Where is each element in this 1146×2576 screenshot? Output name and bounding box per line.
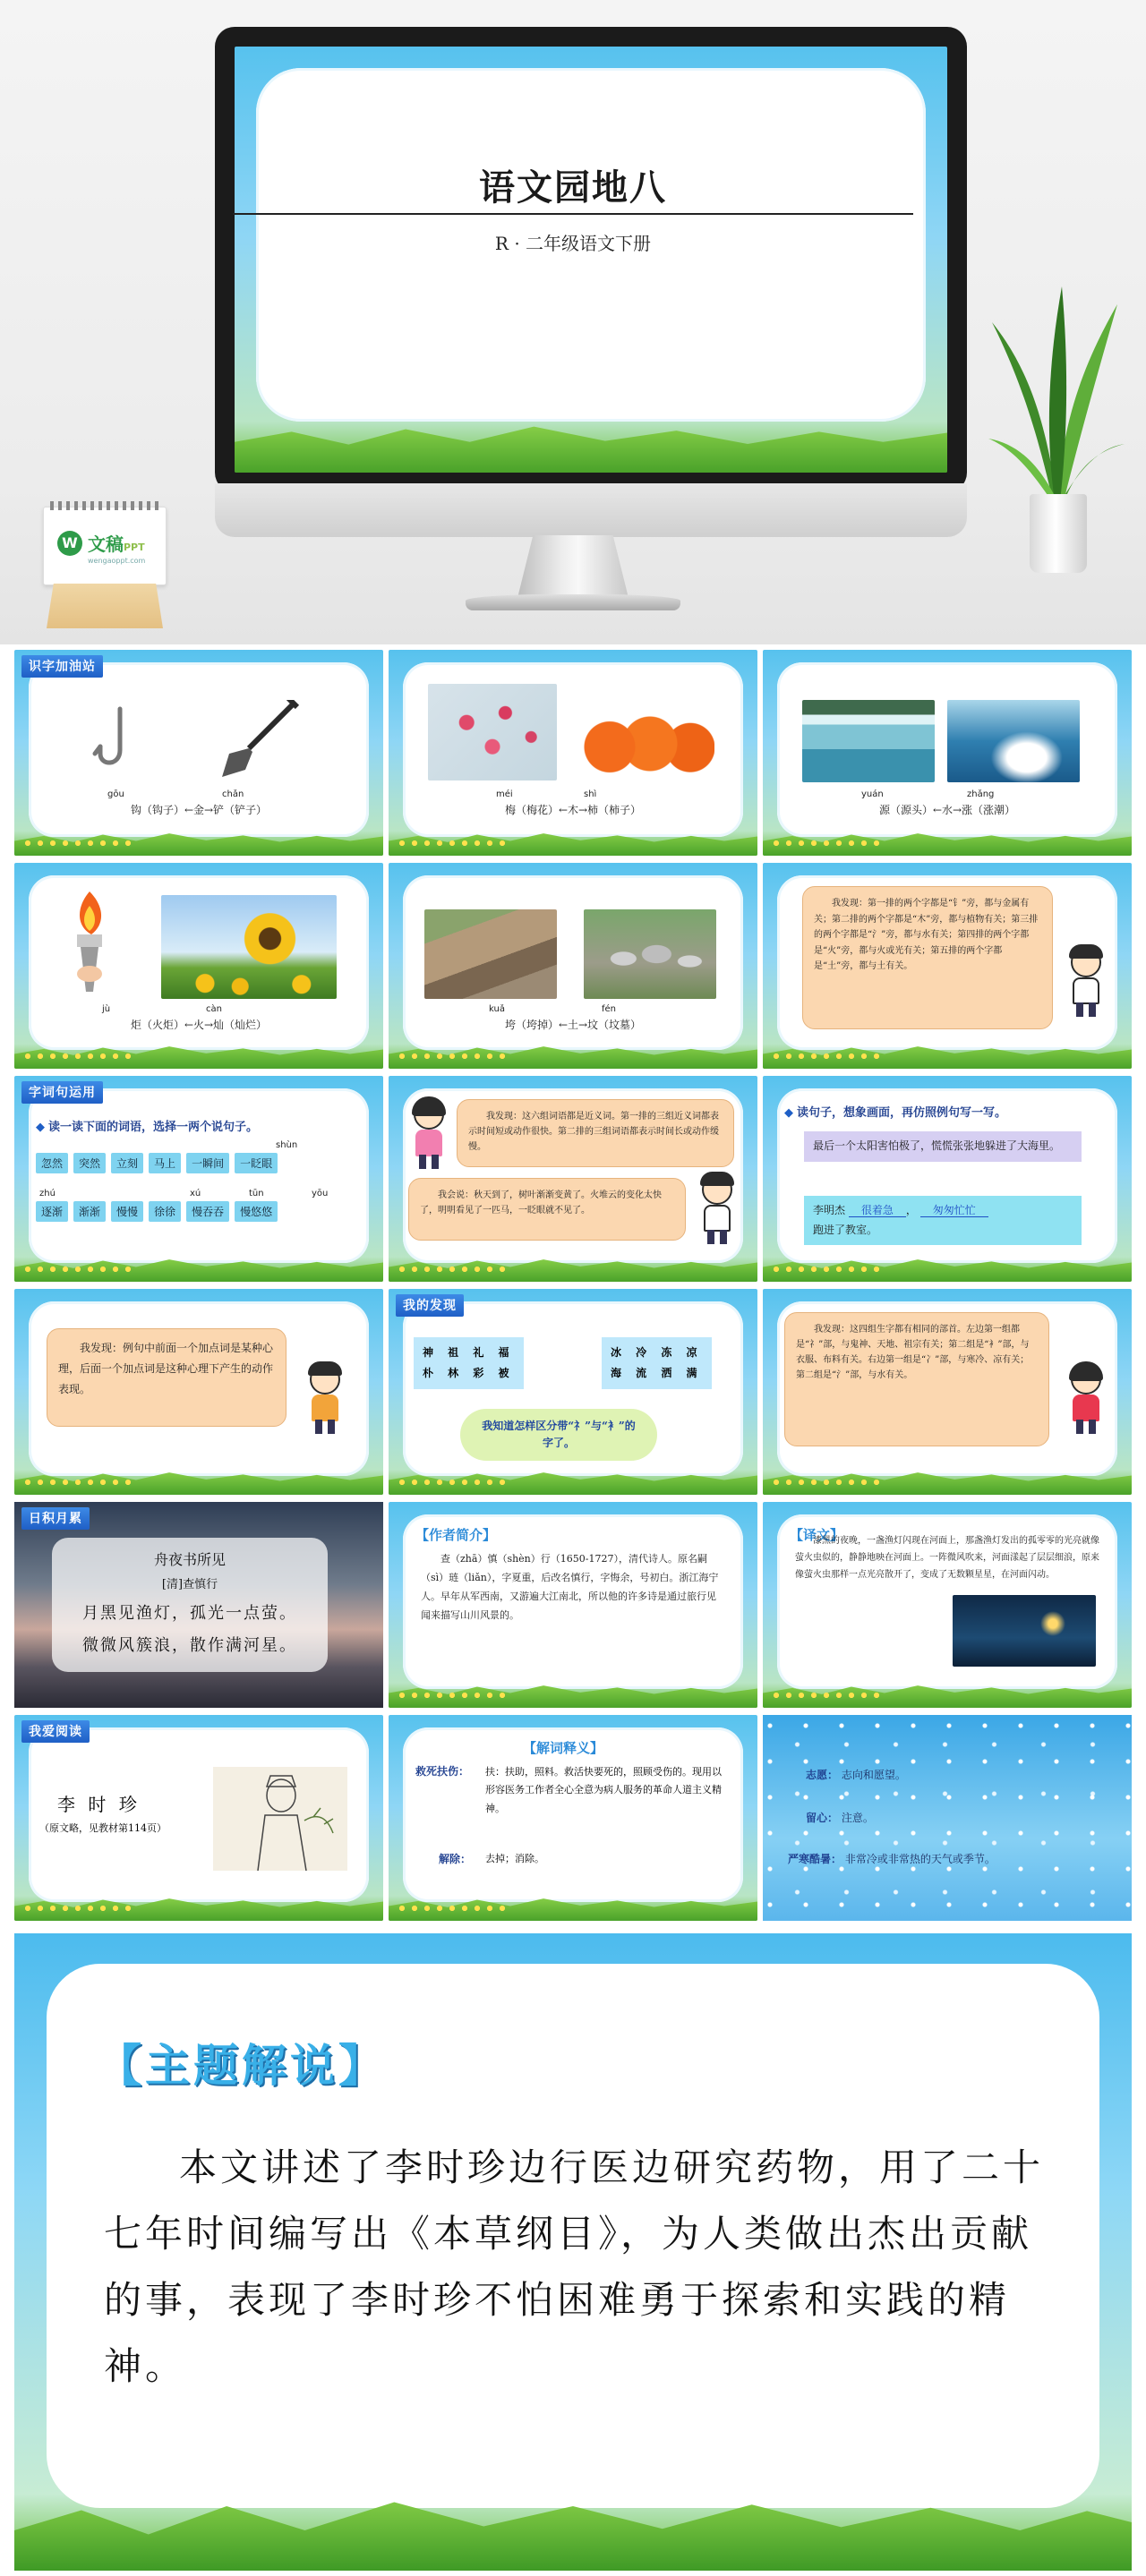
speech-bubble-1: 我发现：这六组词语都是近义词。第一排的三组近义词都表示时间短或动作很快。第二排的三组词语都表示时间长或动作缓慢。 [457, 1099, 734, 1167]
slide-14 [389, 1502, 757, 1708]
slide-1 [14, 650, 383, 856]
speech-bubble: 我发现：例句中前面一个加点词是某种心理，后面一个加点词是这种心理下产生的动作表现。 [47, 1328, 286, 1427]
persimmon-icon [580, 712, 714, 775]
sunflower-icon [161, 895, 337, 999]
hero-section [0, 0, 1146, 644]
word-caption: 梅（梅花）←木→柿（柿子） [504, 804, 642, 816]
word-caption: 钩（钩子）←金→铲（铲子） [130, 804, 268, 816]
boy-icon [303, 1364, 347, 1436]
li-shizhen-portrait-icon [213, 1767, 347, 1871]
poem-title: 舟夜书所见 [153, 1551, 226, 1568]
monitor-base [466, 594, 680, 610]
pinyin-xu: xú [190, 1189, 201, 1198]
definition-1: 扶：扶助，照料。救活快要死的，照顾受伤的。现用以形容医务工作者全心全意为病人服务的革命人道主义精神。 [485, 1766, 722, 1814]
pinyin-gou: gōu [107, 789, 124, 799]
brand-calendar [43, 507, 167, 632]
waterfall-icon [802, 700, 935, 782]
example-sentence: 最后一个太阳害怕极了，慌慌张张地躲进了大海里。 [804, 1131, 1082, 1162]
term: 留心： [806, 1812, 839, 1824]
char-row: 神 祖 礼 福 [423, 1346, 515, 1359]
char-row: 朴 林 彩 被 [423, 1366, 515, 1379]
slide-18 [763, 1715, 1132, 1921]
reading-title: 李 时 珍 [57, 1794, 141, 1815]
definition-row [806, 1767, 906, 1782]
definition-row [788, 1851, 996, 1866]
torch-icon [64, 888, 115, 995]
theme-slide [14, 1933, 1132, 2571]
char-row: 海 流 洒 满 [611, 1366, 703, 1379]
section-heading: 【作者简介】 [415, 1527, 497, 1543]
plant-pot [1030, 494, 1087, 573]
tomb-icon [584, 909, 716, 999]
question-text: ◆ 读一读下面的词语，选择一两个说句子。 [36, 1117, 258, 1134]
slide-12 [763, 1289, 1132, 1495]
pinyin-yuan: yuán [861, 789, 884, 799]
ruins-icon [424, 909, 557, 999]
word-chip: 一眨眼 [235, 1153, 278, 1173]
question-text: ◆ 读句子，想象画面，再仿照例句写一写。 [784, 1103, 1006, 1120]
word-chip: 逐渐 [36, 1201, 68, 1222]
wave-icon [947, 700, 1080, 782]
word-chip: 一瞬间 [186, 1153, 229, 1173]
cover-subtitle: R · 二年级语文下册 [494, 233, 652, 254]
definition-2: 去掉；消除。 [485, 1853, 544, 1864]
word-row-1 [36, 1153, 278, 1173]
slide-16 [14, 1715, 383, 1921]
cover-slide [235, 47, 947, 473]
slide-13 [14, 1502, 383, 1708]
fill-blank-2: 匆匆忙忙 [920, 1204, 988, 1217]
monitor-stand [517, 535, 629, 598]
fill-prefix: 李明杰 [813, 1204, 846, 1216]
pinyin-ju: jù [102, 1004, 111, 1014]
brand-logo-icon: W [57, 531, 82, 556]
poem-card [52, 1538, 328, 1672]
definition: 注意。 [841, 1812, 874, 1824]
author-bio: 查（zhā）慎（shèn）行（1650-1727），清代诗人。原名嗣（sì）琏（liǎn），字夏重，后改名慎行，字悔余，号初白。浙江海宁人。早年从军西南，又游遍大江南北，所以他的许多诗是通过旅行见闻来描写山川风景的。 [421, 1553, 719, 1621]
speech-bubble: 我发现：第一排的两个字都是“钅”旁，都与金属有关；第二排的两个字都是“木”旁，都与植物有关；第三排的两个字都是“氵”旁，都与水有关；第四排的两个字都是“火”旁，都与火或光有关；第五排的两个字都是“土”旁，都与土有关。 [802, 886, 1053, 1029]
word-chip: 马上 [149, 1153, 181, 1173]
word-chip: 慢吞吞 [186, 1201, 229, 1222]
fill-separator: ， [905, 1204, 917, 1216]
translation-text: 漆黑的夜晚，一盏渔灯闪现在河面上，那盏渔灯发出的孤零零的光亮就像萤火虫似的，静静地映在河面上。一阵微风吹来，河面漾起了层层细浪，原来像萤火虫那样一点光亮散开了，变成了无数颗星星，在河面闪动。 [795, 1536, 1099, 1580]
fill-blank-1: 很着急 [849, 1204, 906, 1217]
section-tag: 字词句运用 [21, 1081, 103, 1104]
slide-17 [389, 1715, 757, 1921]
thought-cloud: 我知道怎样区分带“礻”与“衤”的字了。 [460, 1409, 657, 1461]
plum-blossom-icon [428, 684, 557, 780]
pinyin-zhang: zhǎng [967, 789, 995, 799]
word-chip: 忽然 [36, 1153, 68, 1173]
definition: 非常冷或非常热的天气或季节。 [844, 1853, 996, 1865]
boy-icon [1064, 947, 1108, 1019]
word-chip: 慢慢 [111, 1201, 143, 1222]
theme-body: 本文讲述了李时珍边行医边研究药物，用了二十七年时间编写出《本草纲目》，为人类做出杰出贡献的事，表现了李时珍不怕困难勇于探索和实践的精神。 [104, 2145, 1045, 2388]
definition: 志向和愿望。 [841, 1769, 906, 1781]
term-2: 解除： [439, 1853, 472, 1865]
char-group-right [602, 1337, 712, 1389]
boy-icon [695, 1174, 740, 1246]
word-chip: 慢悠悠 [235, 1201, 278, 1222]
girl-icon [406, 1099, 451, 1171]
slide-8 [389, 1076, 757, 1282]
section-tag: 我的发现 [396, 1294, 464, 1317]
word-caption: 源（源头）←水→涨（涨潮） [878, 804, 1016, 816]
char-group-left [414, 1337, 524, 1389]
word-row-2 [36, 1201, 278, 1222]
slide-3 [763, 650, 1132, 856]
section-tag: 我爱阅读 [21, 1720, 90, 1743]
char-row: 冰 冷 冻 凉 [611, 1346, 703, 1359]
pinyin-chan: chǎn [222, 789, 244, 799]
speech-bubble: 我发现：这四组生字都有相同的部首。左边第一组都是“礻”部，与鬼神、天地、祖宗有关；第二组是“衤”部，与衣服、布料有关。右边第一组是“冫”部，与寒冷、凉有关；第二组是“氵”部，与水有关。 [784, 1312, 1049, 1446]
section-tag: 识字加油站 [21, 655, 103, 678]
fill-sentence [804, 1196, 1082, 1245]
slide-9 [763, 1076, 1132, 1282]
poem-line-1: 月黑见渔灯，孤光一点萤。 [82, 1604, 297, 1623]
reading-note: （原文略，见教材第114页） [39, 1822, 167, 1834]
pinyin-shun: shùn [276, 1140, 298, 1150]
brand-name: 文稿PPT [88, 533, 145, 555]
word-chip: 渐渐 [73, 1201, 106, 1222]
theme-title: 【主题解说】 [97, 2040, 387, 2092]
shovel-icon [218, 700, 299, 780]
slide-6 [763, 863, 1132, 1069]
word-chip: 突然 [73, 1153, 106, 1173]
poem-line-2: 微微风簇浪，散作满河星。 [82, 1636, 297, 1655]
cover-divider [233, 213, 913, 215]
word-caption: 垮（垮掉）←土→坟（坟墓） [504, 1019, 642, 1031]
slide-15 [763, 1502, 1132, 1708]
pinyin-can: càn [206, 1004, 222, 1014]
word-chip: 徐徐 [149, 1201, 181, 1222]
section-heading: 【解词释义】 [523, 1740, 604, 1756]
boat-lamp-icon [953, 1595, 1096, 1667]
brand-tagline: wengaoppt.com [88, 557, 146, 565]
definition-row [806, 1810, 874, 1825]
word-chip: 立刻 [111, 1153, 143, 1173]
pinyin-you: yōu [312, 1189, 329, 1198]
pinyin-tun: tūn [249, 1189, 264, 1198]
girl-icon [1064, 1364, 1108, 1436]
slide-10 [14, 1289, 383, 1495]
section-heading: 【译文】 [790, 1527, 844, 1543]
section-tag: 日积月累 [21, 1507, 90, 1530]
hook-icon [88, 705, 141, 777]
term: 志愿： [806, 1769, 839, 1781]
slide-11 [389, 1289, 757, 1495]
monitor-chin [215, 483, 967, 537]
term: 严寒酷暑： [788, 1853, 842, 1865]
cover-title: 语文园地八 [479, 166, 667, 209]
term-1: 救死扶伤： [415, 1765, 470, 1778]
pinyin-kua: kuǎ [489, 1004, 505, 1014]
slide-5 [389, 863, 757, 1069]
word-caption: 炬（火炬）←火→灿（灿烂） [130, 1019, 268, 1031]
slide-2 [389, 650, 757, 856]
speech-bubble-2: 我会说：秋天到了，树叶渐渐变黄了。火堆云的变化太快了，明明看见了一匹马，一眨眼就不见了。 [408, 1178, 686, 1241]
monitor-frame [215, 27, 967, 492]
pinyin-shi: shì [584, 789, 597, 799]
slide-7 [14, 1076, 383, 1282]
pinyin-zhu: zhú [39, 1189, 56, 1198]
poem-author: [清]查慎行 [161, 1578, 218, 1591]
slide-4 [14, 863, 383, 1069]
pinyin-mei: méi [496, 789, 513, 799]
pinyin-fen: fén [602, 1004, 617, 1014]
fill-suffix: 跑进了教室。 [813, 1223, 878, 1236]
